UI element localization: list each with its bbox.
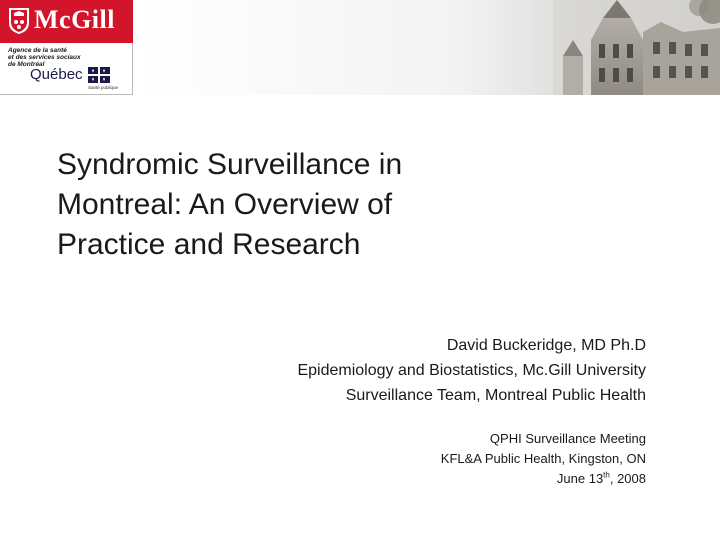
mcgill-crest-icon	[8, 7, 30, 35]
title-line: Montreal: An Overview of	[57, 188, 393, 221]
mcgill-wordmark: McGill	[34, 5, 115, 34]
logo-panel	[0, 0, 133, 95]
slide-title	[57, 145, 537, 265]
meeting-date-prefix: June 13	[556, 471, 604, 486]
author-block	[126, 333, 646, 408]
author-affiliation: Epidemiology and Biostatistics, Mc.Gill University	[297, 362, 646, 379]
meeting-date	[246, 469, 646, 489]
mcgill-logo-bar	[0, 0, 133, 43]
sante-publique-label: Santé publique	[88, 85, 119, 90]
author-name: David Buckeridge, MD Ph.D	[446, 337, 646, 354]
meeting-name: QPHI Surveillance Meeting	[489, 431, 646, 446]
header-band	[0, 0, 720, 95]
quebec-wordmark: Québec	[30, 66, 83, 83]
building-photo	[133, 0, 720, 95]
agency-line: Agence de la santé	[8, 47, 67, 54]
agency-name	[8, 47, 88, 68]
agency-line: et des services sociaux	[8, 54, 81, 61]
meeting-location: KFL&A Public Health, Kingston, ON	[440, 451, 646, 466]
meeting-date-suffix: th	[603, 470, 610, 480]
title-line: Syndromic Surveillance in	[57, 148, 403, 181]
author-team: Surveillance Team, Montreal Public Health	[345, 387, 646, 404]
meeting-block	[246, 429, 646, 489]
quebec-flag-icon	[88, 67, 110, 83]
agency-line: de Montréal	[8, 61, 45, 68]
title-line: Practice and Research	[57, 228, 361, 261]
meeting-date-year: , 2008	[609, 471, 646, 486]
